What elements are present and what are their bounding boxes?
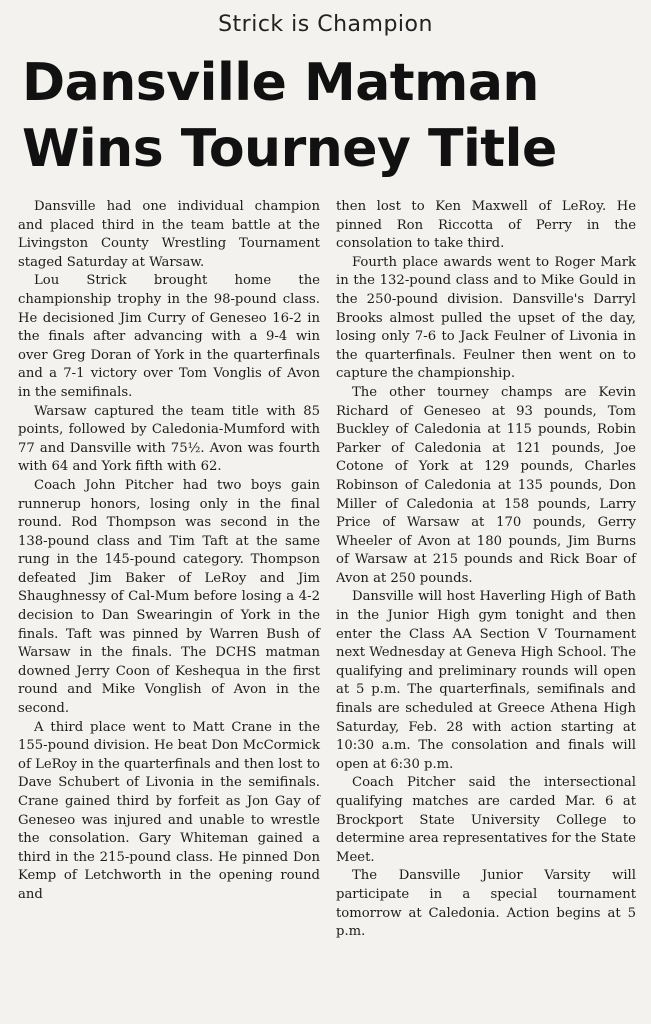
paragraph: Coach Pitcher said the intersectional qualifying matches are carded Mar. 6 at Brockport State University College to determine area representatives for the State Meet. xyxy=(336,775,636,865)
paragraph: Warsaw captured the team title with 85 points, followed by Caledonia-Mumford with 77 and Dansville with 75½. Avon was fourth with 64 and York fifth with 62. xyxy=(18,403,320,475)
paragraph: The other tourney champs are Kevin Richard of Geneseo at 93 pounds, Tom Buckley of Caledonia at 115 pounds, Robin Parker of Caledonia at 121 pounds, Joe Cotone of York at 129 pounds, Charles Robinson of Caledonia at 135 pounds, Don Miller of Caledonia at 158 pounds, Larry Price of Warsaw at 170 pounds, Gerry Wheeler of Avon at 180 pounds, Jim Burns of Warsaw at 215 pounds and Rick Boar of Avon at 250 pounds. xyxy=(336,384,636,586)
kicker: Strick is Champion xyxy=(218,12,433,37)
left-column xyxy=(18,198,320,905)
headline-line-1: Dansville Matman xyxy=(22,53,539,113)
paragraph: Lou Strick brought home the championship trophy in the 98-pound class. He decisioned Jim Curry of Geneseo 16-2 in the finals after advancing with a 9-4 win over Greg Doran of York in the quarterfinals and a 7-1 victory over Tom Vonglis of Avon in the semifinals. xyxy=(18,273,320,400)
paragraph: The Dansville Junior Varsity will participate in a special tournament tomorrow at Caledonia. Action begins at 5 p.m. xyxy=(336,868,636,940)
paragraph-continued: then lost to Ken Maxwell of LeRoy. He pinned Ron Riccotta of Perry in the consolation to take third. xyxy=(336,199,636,252)
right-column xyxy=(336,198,636,942)
paragraph: Dansville had one individual champion and placed third in the team battle at the Livingston County Wrestling Tournament staged Saturday at Warsaw. xyxy=(18,199,320,270)
headline xyxy=(22,50,642,182)
headline-line-2: Wins Tourney Title xyxy=(22,119,557,179)
paragraph: Fourth place awards went to Roger Mark in the 132-pound class and to Mike Gould in the 250-pound division. Dansville's Darryl Brooks almost pulled the upset of the day, losing only 7-6 to Jack Feulner of Livonia in the quarterfinals. Feulner then went on to capture the championship. xyxy=(336,254,636,382)
paragraph: Dansville will host Haverling High of Bath in the Junior High gym tonight and then enter the Class AA Section V Tournament next Wednesday at Geneva High School. The qualifying and preliminary rounds will open at 5 p.m. The quarterfinals, semifinals and finals are scheduled at Greece Athena High Saturday, Feb. 28 with action starting at 10:30 a.m. The consolation and finals will open at 6:30 p.m. xyxy=(336,589,636,772)
paragraph: Coach John Pitcher had two boys gain runnerup honors, losing only in the final round. Rod Thompson was second in the 138-pound class and Tim Taft at the same rung in the 145-pound category. Thompson defeated Jim Baker of LeRoy and Jim Shaughnessy of Cal-Mum before losing a 4-2 decision to Dan Swearingin of York in the finals. Taft was pinned by Warren Bush of Warsaw in the finals. The DCHS matman downed Jerry Coon of Keshequa in the first round and Mike Vonglish of Avon in the second. xyxy=(18,477,320,717)
paragraph: A third place went to Matt Crane in the 155-pound division. He beat Don McCormick of LeRoy in the quarterfinals and then lost to Dave Schubert of Livonia in the semifinals. Crane gained third by forfeit as Jon Gay of Geneseo was injured and unable to wrestle the consolation. Gary Whiteman gained a third in the 215-pound class. He pinned Don Kemp of Letchworth in the opening round and xyxy=(18,719,320,902)
